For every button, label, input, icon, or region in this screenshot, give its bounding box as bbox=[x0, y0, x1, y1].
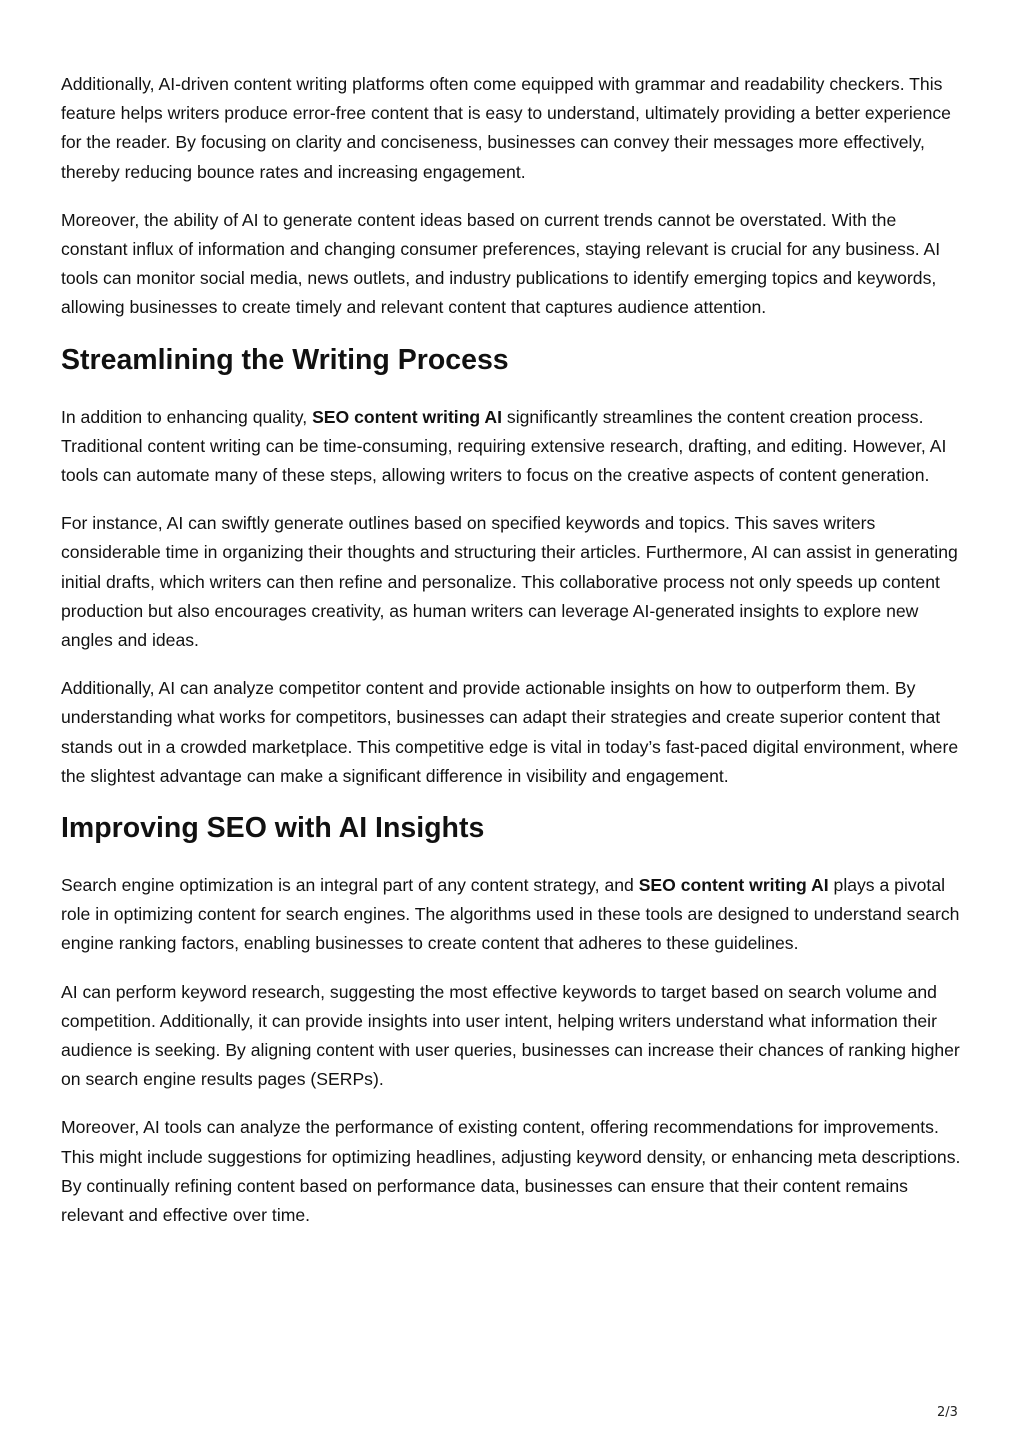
section1-p1-text-after: significantly streamlines the content creation process. Traditional content writing can be time-consuming, requiring extensive research, drafting, and editing. However, AI tools can automate many of these steps, allowing writers to focus on the creative aspects of content generation. bbox=[61, 406, 947, 486]
section-heading-improving-seo: Improving SEO with AI Insights bbox=[61, 812, 485, 845]
section2-p1-keyword: SEO content writing AI bbox=[638, 875, 829, 896]
section2-paragraph-2: AI can perform keyword research, suggesting the most effective keywords to target based on search volume and competition. Additionally, it can provide insights into user intent, helping writers understand what information their audience is seeking. By aligning content with user queries, businesses can increase their chances of ranking higher on search engine results pages (SERPs). bbox=[61, 981, 960, 1090]
intro-paragraph-2: Moreover, the ability of AI to generate content ideas based on current trends cannot be overstated. With the constant influx of information and changing consumer preferences, staying relevant is crucial for any business. AI tools can monitor social media, news outlets, and industry publications to identify emerging topics and keywords, allowing businesses to create timely and relevant content that captures audience attention. bbox=[61, 209, 941, 318]
section2-p1-text-after: plays a pivotal role in optimizing content for search engines. The algorithms used in these tools are designed to understand search engine ranking factors, enabling businesses to create content that adheres to these guidelines. bbox=[61, 875, 960, 954]
page-number: 2/3 bbox=[937, 1405, 958, 1420]
section2-paragraph-3: Moreover, AI tools can analyze the performance of existing content, offering recommendations for improvements. This might include suggestions for optimizing headlines, adjusting keyword density, or enhancing meta descriptions. By continually refining content based on performance data, businesses can ensure that their content remains relevant and effective over time. bbox=[61, 1117, 961, 1226]
section1-paragraph-1 bbox=[61, 403, 966, 491]
section1-p1-keyword: SEO content writing AI bbox=[312, 406, 503, 427]
document-page bbox=[61, 70, 966, 1249]
section-heading-streamlining: Streamlining the Writing Process bbox=[61, 343, 509, 376]
intro-paragraph-1: Additionally, AI-driven content writing platforms often come equipped with grammar and readability checkers. This feature helps writers produce error-free content that is easy to understand, ultimately providing a better experience for the reader. By focusing on clarity and conciseness, businesses can convey their messages more effectively, thereby reducing bounce rates and increasing engagement. bbox=[61, 74, 951, 182]
section2-p1-text-before: Search engine optimization is an integral part of any content strategy, and bbox=[61, 875, 639, 896]
section1-p1-text-before: In addition to enhancing quality, bbox=[61, 406, 313, 427]
section1-paragraph-3: Additionally, AI can analyze competitor content and provide actionable insights on how to outperform them. By understanding what works for competitors, businesses can adapt their strategies and create superior content that stands out in a crowded marketplace. This competitive edge is vital in today’s fast-paced digital environment, where the slightest advantage can make a significant difference in visibility and engagement. bbox=[61, 678, 959, 786]
section2-paragraph-1 bbox=[61, 871, 966, 959]
section1-paragraph-2: For instance, AI can swiftly generate outlines based on specified keywords and topics. This saves writers considerable time in organizing their thoughts and structuring their articles. Furthermore, AI can assist in generating initial drafts, which writers can then refine and personalize. This collaborative process not only speeds up content production but also encourages creativity, as human writers can leverage AI-generated insights to explore new angles and ideas. bbox=[61, 513, 958, 651]
